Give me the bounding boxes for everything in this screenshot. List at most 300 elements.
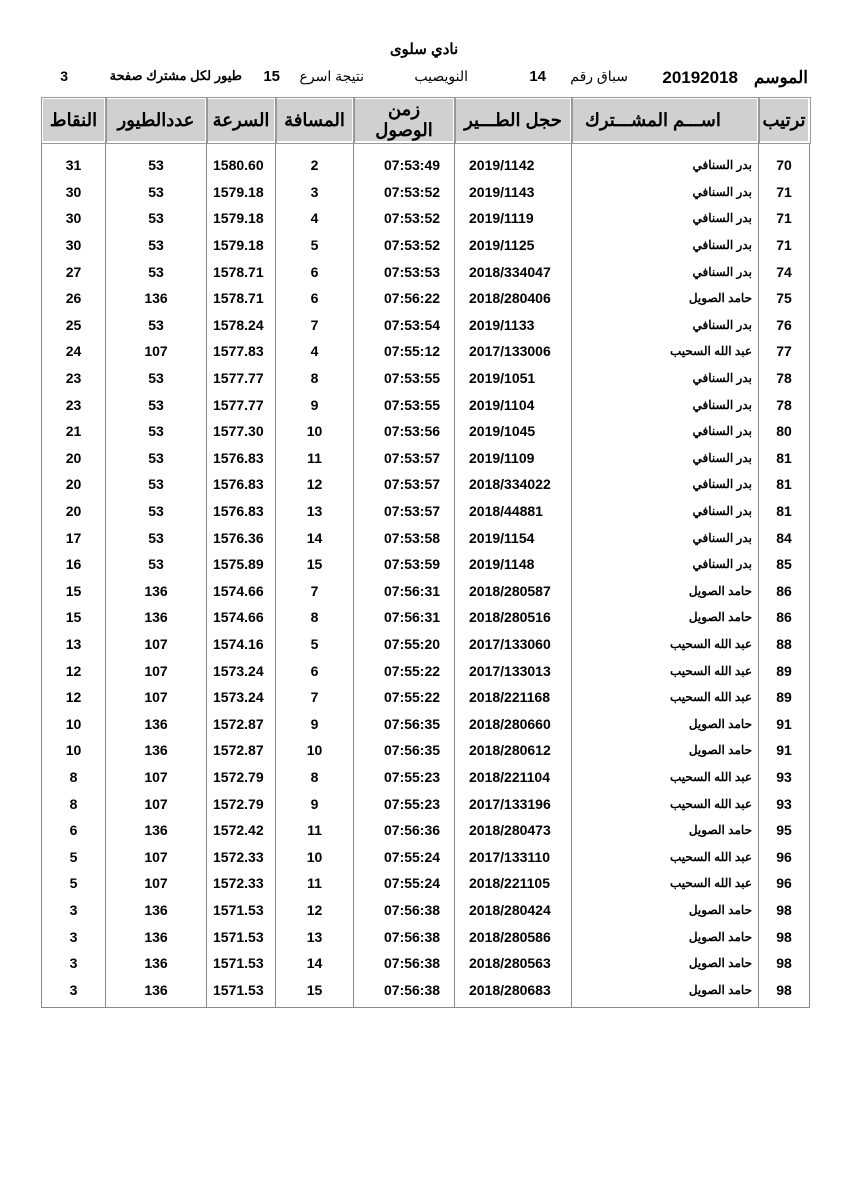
result-label: نتيجة اسرع [299, 68, 364, 84]
cell-ring: 2019/1104 [455, 391, 572, 418]
cell-name: حامد الصويل [572, 897, 759, 924]
cell-dist: 12 [276, 471, 354, 498]
cell-points: 20 [42, 471, 106, 498]
cell-speed: 1571.53 [207, 897, 276, 924]
cell-points: 17 [42, 524, 106, 551]
table-row [42, 232, 810, 259]
cell-dist: 6 [276, 657, 354, 684]
cell-speed: 1572.42 [207, 817, 276, 844]
cell-time: 07:55:22 [354, 684, 455, 711]
col-arrival-time: زمن الوصول [354, 98, 455, 143]
race-type: النويصيب [414, 68, 468, 84]
cell-time: 07:53:57 [354, 471, 455, 498]
col-distance: المسافة [276, 98, 354, 143]
cell-rank: 98 [759, 976, 810, 1007]
table-row [42, 950, 810, 977]
cell-dist: 2 [276, 143, 354, 179]
cell-name: بدر السنافي [572, 524, 759, 551]
cell-name: عبد الله السحيب [572, 684, 759, 711]
cell-dist: 12 [276, 897, 354, 924]
col-points: النقاط [42, 98, 106, 143]
cell-points: 8 [42, 790, 106, 817]
cell-birds: 53 [106, 471, 207, 498]
cell-points: 30 [42, 179, 106, 206]
table-row [42, 737, 810, 764]
cell-dist: 8 [276, 604, 354, 631]
cell-speed: 1574.66 [207, 604, 276, 631]
cell-rank: 88 [759, 631, 810, 658]
col-participant: اســـم المشـــترك [572, 98, 759, 143]
club-title: نادي سلوى [389, 41, 459, 58]
cell-rank: 86 [759, 578, 810, 605]
cell-rank: 81 [759, 471, 810, 498]
table-row [42, 897, 810, 924]
cell-birds: 136 [106, 578, 207, 605]
cell-birds: 53 [106, 524, 207, 551]
cell-speed: 1573.24 [207, 684, 276, 711]
cell-time: 07:56:35 [354, 710, 455, 737]
cell-birds: 107 [106, 657, 207, 684]
col-rank: ترتيب [759, 98, 810, 143]
cell-ring: 2018/334022 [455, 471, 572, 498]
table-row [42, 338, 810, 365]
cell-birds: 107 [106, 631, 207, 658]
cell-points: 12 [42, 657, 106, 684]
cell-name: عبد الله السحيب [572, 790, 759, 817]
cell-time: 07:56:22 [354, 285, 455, 312]
cell-ring: 2018/280516 [455, 604, 572, 631]
table-row [42, 870, 810, 897]
cell-rank: 98 [759, 897, 810, 924]
cell-rank: 80 [759, 418, 810, 445]
cell-ring: 2019/1143 [455, 179, 572, 206]
cell-rank: 78 [759, 391, 810, 418]
cell-dist: 3 [276, 179, 354, 206]
cell-dist: 11 [276, 870, 354, 897]
per-label: طيور لكل مشترك صفحة [109, 68, 242, 83]
cell-name: حامد الصويل [572, 604, 759, 631]
table-row [42, 205, 810, 232]
cell-name: عبد الله السحيب [572, 870, 759, 897]
cell-ring: 2018/221105 [455, 870, 572, 897]
cell-birds: 136 [106, 817, 207, 844]
cell-dist: 14 [276, 524, 354, 551]
cell-dist: 8 [276, 764, 354, 791]
cell-dist: 14 [276, 950, 354, 977]
results-table [40, 96, 811, 1008]
cell-ring: 2019/1142 [455, 143, 572, 179]
cell-birds: 53 [106, 418, 207, 445]
cell-birds: 136 [106, 950, 207, 977]
cell-time: 07:55:23 [354, 764, 455, 791]
cell-birds: 53 [106, 143, 207, 179]
cell-points: 20 [42, 498, 106, 525]
cell-speed: 1571.53 [207, 950, 276, 977]
cell-speed: 1572.87 [207, 710, 276, 737]
cell-points: 20 [42, 445, 106, 472]
cell-dist: 11 [276, 445, 354, 472]
cell-time: 07:53:55 [354, 391, 455, 418]
birds-count: 15 [263, 68, 280, 85]
cell-speed: 1574.66 [207, 578, 276, 605]
cell-birds: 53 [106, 179, 207, 206]
cell-name: حامد الصويل [572, 976, 759, 1007]
cell-time: 07:56:31 [354, 578, 455, 605]
table-row [42, 418, 810, 445]
table-row [42, 790, 810, 817]
cell-name: حامد الصويل [572, 578, 759, 605]
cell-time: 07:53:52 [354, 232, 455, 259]
cell-ring: 2018/280473 [455, 817, 572, 844]
cell-points: 24 [42, 338, 106, 365]
cell-speed: 1576.83 [207, 498, 276, 525]
cell-birds: 136 [106, 710, 207, 737]
cell-points: 3 [42, 923, 106, 950]
cell-points: 26 [42, 285, 106, 312]
table-row [42, 498, 810, 525]
cell-ring: 2017/133110 [455, 843, 572, 870]
cell-birds: 53 [106, 205, 207, 232]
cell-speed: 1572.33 [207, 870, 276, 897]
cell-dist: 9 [276, 391, 354, 418]
cell-time: 07:53:53 [354, 258, 455, 285]
cell-rank: 89 [759, 657, 810, 684]
cell-ring: 2019/1148 [455, 551, 572, 578]
table-row [42, 524, 810, 551]
cell-name: حامد الصويل [572, 950, 759, 977]
cell-rank: 91 [759, 710, 810, 737]
cell-name: بدر السنافي [572, 365, 759, 392]
col-bird-count: عددالطيور [106, 98, 207, 143]
cell-points: 27 [42, 258, 106, 285]
cell-dist: 13 [276, 923, 354, 950]
cell-birds: 107 [106, 843, 207, 870]
cell-birds: 136 [106, 737, 207, 764]
cell-points: 8 [42, 764, 106, 791]
cell-name: بدر السنافي [572, 445, 759, 472]
cell-time: 07:55:24 [354, 843, 455, 870]
cell-points: 25 [42, 312, 106, 339]
table-row [42, 391, 810, 418]
cell-time: 07:55:24 [354, 870, 455, 897]
cell-speed: 1578.24 [207, 312, 276, 339]
season-value: 20192018 [662, 68, 738, 87]
cell-time: 07:56:38 [354, 976, 455, 1007]
cell-rank: 96 [759, 870, 810, 897]
cell-time: 07:53:54 [354, 312, 455, 339]
cell-points: 30 [42, 232, 106, 259]
cell-speed: 1576.83 [207, 471, 276, 498]
cell-name: حامد الصويل [572, 737, 759, 764]
cell-time: 07:56:31 [354, 604, 455, 631]
cell-time: 07:56:38 [354, 923, 455, 950]
cell-speed: 1579.18 [207, 232, 276, 259]
table-row [42, 551, 810, 578]
cell-birds: 53 [106, 312, 207, 339]
cell-name: حامد الصويل [572, 817, 759, 844]
cell-points: 15 [42, 578, 106, 605]
table-row [42, 471, 810, 498]
cell-ring: 2018/280424 [455, 897, 572, 924]
cell-points: 13 [42, 631, 106, 658]
cell-speed: 1576.36 [207, 524, 276, 551]
cell-speed: 1572.87 [207, 737, 276, 764]
cell-birds: 136 [106, 897, 207, 924]
cell-name: بدر السنافي [572, 391, 759, 418]
cell-time: 07:55:12 [354, 338, 455, 365]
cell-dist: 10 [276, 843, 354, 870]
cell-dist: 5 [276, 631, 354, 658]
cell-name: بدر السنافي [572, 205, 759, 232]
table-row [42, 976, 810, 1007]
cell-ring: 2018/334047 [455, 258, 572, 285]
cell-name: عبد الله السحيب [572, 764, 759, 791]
cell-birds: 53 [106, 551, 207, 578]
table-row [42, 843, 810, 870]
cell-ring: 2018/280406 [455, 285, 572, 312]
cell-ring: 2018/280612 [455, 737, 572, 764]
cell-rank: 76 [759, 312, 810, 339]
cell-ring: 2019/1119 [455, 205, 572, 232]
cell-rank: 81 [759, 445, 810, 472]
page-number: 3 [60, 68, 68, 84]
cell-speed: 1572.33 [207, 843, 276, 870]
table-row [42, 923, 810, 950]
cell-time: 07:56:35 [354, 737, 455, 764]
cell-name: حامد الصويل [572, 710, 759, 737]
cell-rank: 93 [759, 764, 810, 791]
cell-name: بدر السنافي [572, 418, 759, 445]
cell-time: 07:53:49 [354, 143, 455, 179]
cell-time: 07:53:57 [354, 445, 455, 472]
cell-speed: 1574.16 [207, 631, 276, 658]
cell-time: 07:56:36 [354, 817, 455, 844]
cell-speed: 1573.24 [207, 657, 276, 684]
race-number: 14 [529, 68, 546, 85]
table-row [42, 631, 810, 658]
table-row [42, 445, 810, 472]
season-label: الموسم [753, 68, 808, 87]
cell-time: 07:53:57 [354, 498, 455, 525]
cell-speed: 1575.89 [207, 551, 276, 578]
cell-rank: 70 [759, 143, 810, 179]
col-ring: حجل الطـــير [455, 98, 572, 143]
cell-points: 23 [42, 391, 106, 418]
cell-ring: 2018/280563 [455, 950, 572, 977]
cell-birds: 136 [106, 976, 207, 1007]
cell-points: 15 [42, 604, 106, 631]
cell-name: عبد الله السحيب [572, 338, 759, 365]
cell-rank: 98 [759, 923, 810, 950]
cell-birds: 107 [106, 764, 207, 791]
table-row [42, 365, 810, 392]
table-row [42, 764, 810, 791]
cell-speed: 1571.53 [207, 976, 276, 1007]
cell-speed: 1577.77 [207, 391, 276, 418]
cell-dist: 5 [276, 232, 354, 259]
cell-points: 30 [42, 205, 106, 232]
header-row [42, 98, 810, 143]
cell-name: بدر السنافي [572, 143, 759, 179]
race-label: سباق رقم [570, 68, 628, 84]
cell-points: 3 [42, 897, 106, 924]
cell-name: عبد الله السحيب [572, 631, 759, 658]
cell-time: 07:53:59 [354, 551, 455, 578]
cell-points: 12 [42, 684, 106, 711]
cell-speed: 1576.83 [207, 445, 276, 472]
cell-rank: 96 [759, 843, 810, 870]
cell-birds: 107 [106, 790, 207, 817]
cell-ring: 2017/133196 [455, 790, 572, 817]
cell-time: 07:53:55 [354, 365, 455, 392]
cell-rank: 71 [759, 205, 810, 232]
cell-dist: 15 [276, 551, 354, 578]
cell-name: بدر السنافي [572, 498, 759, 525]
cell-rank: 98 [759, 950, 810, 977]
table-row [42, 817, 810, 844]
cell-birds: 136 [106, 285, 207, 312]
cell-rank: 89 [759, 684, 810, 711]
cell-dist: 8 [276, 365, 354, 392]
table-row [42, 657, 810, 684]
cell-ring: 2019/1154 [455, 524, 572, 551]
table-row [42, 285, 810, 312]
cell-points: 23 [42, 365, 106, 392]
cell-name: بدر السنافي [572, 312, 759, 339]
table-row [42, 179, 810, 206]
cell-speed: 1572.79 [207, 764, 276, 791]
table-row [42, 684, 810, 711]
cell-time: 07:53:52 [354, 205, 455, 232]
cell-rank: 75 [759, 285, 810, 312]
cell-dist: 9 [276, 790, 354, 817]
cell-ring: 2019/1133 [455, 312, 572, 339]
cell-ring: 2017/133060 [455, 631, 572, 658]
cell-birds: 53 [106, 232, 207, 259]
cell-speed: 1578.71 [207, 285, 276, 312]
cell-rank: 71 [759, 232, 810, 259]
table-row [42, 143, 810, 179]
cell-points: 6 [42, 817, 106, 844]
cell-dist: 15 [276, 976, 354, 1007]
cell-birds: 107 [106, 338, 207, 365]
cell-time: 07:56:38 [354, 950, 455, 977]
cell-points: 16 [42, 551, 106, 578]
cell-points: 10 [42, 737, 106, 764]
cell-ring: 2017/133013 [455, 657, 572, 684]
cell-name: عبد الله السحيب [572, 657, 759, 684]
cell-dist: 7 [276, 578, 354, 605]
cell-speed: 1579.18 [207, 205, 276, 232]
cell-name: عبد الله السحيب [572, 843, 759, 870]
cell-time: 07:53:56 [354, 418, 455, 445]
table-row [42, 710, 810, 737]
cell-speed: 1577.77 [207, 365, 276, 392]
cell-speed: 1572.79 [207, 790, 276, 817]
cell-name: حامد الصويل [572, 285, 759, 312]
col-speed: السرعة [207, 98, 276, 143]
cell-name: بدر السنافي [572, 471, 759, 498]
cell-time: 07:55:22 [354, 657, 455, 684]
cell-rank: 71 [759, 179, 810, 206]
cell-dist: 6 [276, 285, 354, 312]
cell-birds: 53 [106, 498, 207, 525]
cell-name: بدر السنافي [572, 551, 759, 578]
cell-rank: 93 [759, 790, 810, 817]
cell-rank: 85 [759, 551, 810, 578]
cell-ring: 2018/44881 [455, 498, 572, 525]
cell-speed: 1579.18 [207, 179, 276, 206]
cell-rank: 84 [759, 524, 810, 551]
cell-birds: 53 [106, 445, 207, 472]
cell-time: 07:53:58 [354, 524, 455, 551]
cell-rank: 91 [759, 737, 810, 764]
table-row [42, 604, 810, 631]
cell-points: 10 [42, 710, 106, 737]
cell-rank: 95 [759, 817, 810, 844]
cell-speed: 1571.53 [207, 923, 276, 950]
cell-ring: 2019/1125 [455, 232, 572, 259]
cell-dist: 7 [276, 312, 354, 339]
cell-time: 07:53:52 [354, 179, 455, 206]
cell-ring: 2019/1045 [455, 418, 572, 445]
cell-ring: 2018/221104 [455, 764, 572, 791]
cell-dist: 10 [276, 737, 354, 764]
cell-name: بدر السنافي [572, 258, 759, 285]
cell-ring: 2018/280660 [455, 710, 572, 737]
cell-time: 07:55:23 [354, 790, 455, 817]
cell-rank: 77 [759, 338, 810, 365]
cell-dist: 10 [276, 418, 354, 445]
cell-points: 21 [42, 418, 106, 445]
cell-ring: 2018/280586 [455, 923, 572, 950]
cell-points: 5 [42, 870, 106, 897]
cell-speed: 1580.60 [207, 143, 276, 179]
cell-rank: 74 [759, 258, 810, 285]
cell-dist: 11 [276, 817, 354, 844]
cell-ring: 2018/221168 [455, 684, 572, 711]
cell-name: بدر السنافي [572, 179, 759, 206]
cell-dist: 4 [276, 205, 354, 232]
cell-ring: 2017/133006 [455, 338, 572, 365]
cell-rank: 86 [759, 604, 810, 631]
cell-name: حامد الصويل [572, 923, 759, 950]
cell-rank: 78 [759, 365, 810, 392]
cell-speed: 1578.71 [207, 258, 276, 285]
cell-ring: 2019/1051 [455, 365, 572, 392]
cell-speed: 1577.83 [207, 338, 276, 365]
cell-birds: 53 [106, 258, 207, 285]
cell-speed: 1577.30 [207, 418, 276, 445]
cell-birds: 136 [106, 604, 207, 631]
cell-dist: 9 [276, 710, 354, 737]
cell-rank: 81 [759, 498, 810, 525]
cell-time: 07:56:38 [354, 897, 455, 924]
cell-dist: 4 [276, 338, 354, 365]
cell-dist: 13 [276, 498, 354, 525]
cell-birds: 107 [106, 870, 207, 897]
cell-time: 07:55:20 [354, 631, 455, 658]
table-row [42, 312, 810, 339]
table-row [42, 578, 810, 605]
cell-points: 31 [42, 143, 106, 179]
cell-points: 3 [42, 976, 106, 1007]
cell-dist: 6 [276, 258, 354, 285]
cell-birds: 53 [106, 391, 207, 418]
cell-ring: 2019/1109 [455, 445, 572, 472]
cell-ring: 2018/280587 [455, 578, 572, 605]
cell-points: 3 [42, 950, 106, 977]
